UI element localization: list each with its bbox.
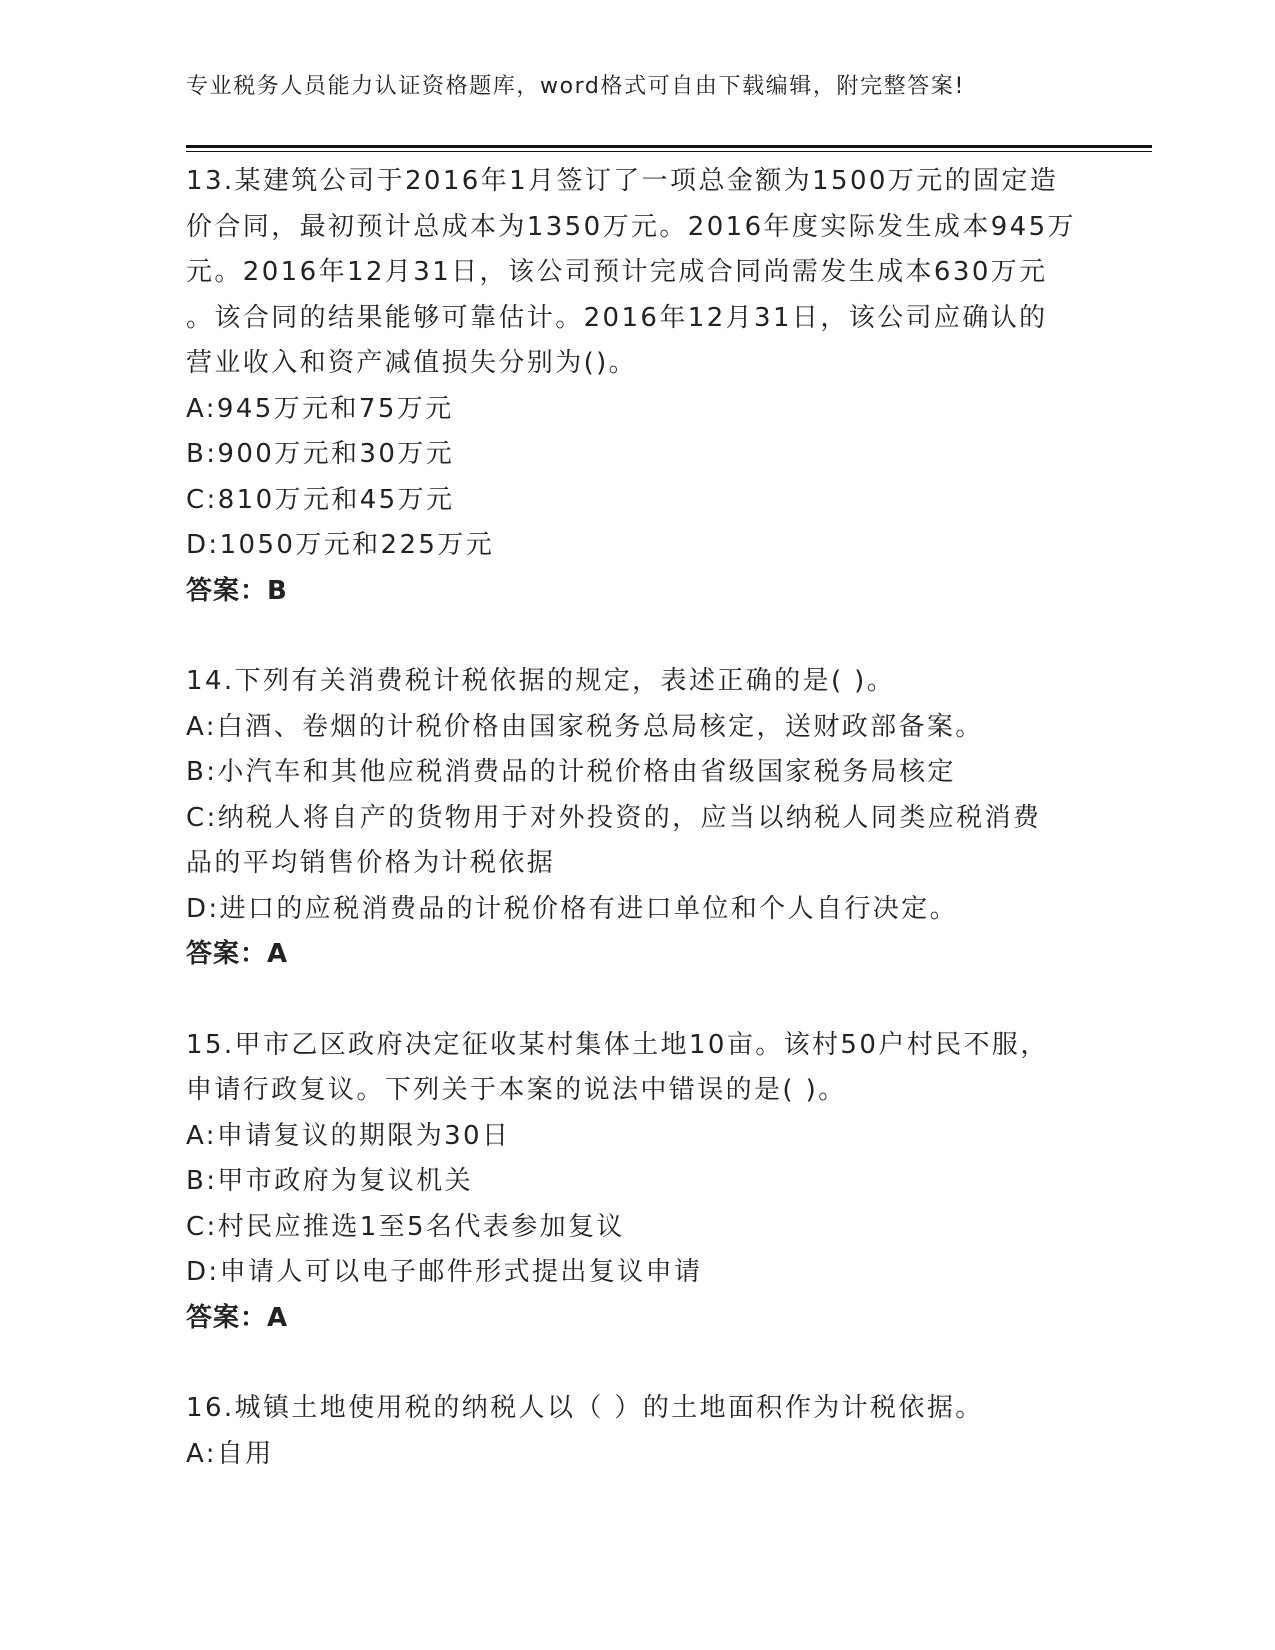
option-a: A:945万元和75万元 <box>186 393 454 424</box>
answer-line: 答案：B <box>186 575 288 606</box>
option-c-continued: 品的平均销售价格为计税依据 <box>186 848 556 878</box>
option-a: A:自用 <box>186 1438 274 1469</box>
page-header: 专业税务人员能力认证资格题库，word格式可自由下载编辑，附完整答案! <box>186 74 965 99</box>
header-rule-thin <box>186 151 1152 152</box>
question-stem-line: 营业收入和资产减值损失分别为()。 <box>186 348 638 378</box>
option-c: C:纳税人将自产的货物用于对外投资的，应当以纳税人同类应税消费 <box>186 802 1042 833</box>
question-stem-line: 申请行政复议。下列关于本案的说法中错误的是( )。 <box>186 1075 847 1105</box>
question-stem-line: 15.甲市乙区政府决定征收某村集体土地10亩。该村50户村民不服， <box>186 1029 1049 1060</box>
question-16 <box>186 1386 1086 1477</box>
option-b: B:900万元和30万元 <box>186 439 455 469</box>
answer-line: 答案：A <box>186 1302 289 1333</box>
question-list <box>186 159 1086 1477</box>
question-stem-line: 。该合同的结果能够可靠估计。2016年12月31日，该公司应确认的 <box>186 302 1048 333</box>
question-15 <box>186 1023 1086 1342</box>
option-c: C:810万元和45万元 <box>186 484 455 515</box>
option-b: B:甲市政府为复议机关 <box>186 1166 473 1196</box>
option-d: D:1050万元和225万元 <box>186 530 495 560</box>
answer-line: 答案：A <box>186 939 289 969</box>
option-d: D:进口的应税消费品的计税价格有进口单位和个人自行决定。 <box>186 893 958 924</box>
question-stem-line: 元。2016年12月31日，该公司预计完成合同尚需发生成本630万元 <box>186 257 1048 287</box>
option-a: A:申请复议的期限为30日 <box>186 1120 511 1151</box>
option-b: B:小汽车和其他应税消费品的计税价格由省级国家税务局核定 <box>186 757 956 787</box>
question-stem-line: 16.城镇土地使用税的纳税人以（ ）的土地面积作为计税依据。 <box>186 1393 984 1423</box>
question-13 <box>186 159 1086 614</box>
option-a: A:白酒、卷烟的计税价格由国家税务总局核定，送财政部备案。 <box>186 711 984 742</box>
header-rule-thick <box>186 145 1152 148</box>
option-d: D:申请人可以电子邮件形式提出复议申请 <box>186 1257 703 1287</box>
question-stem-line: 价合同，最初预计总成本为1350万元。2016年度实际发生成本945万 <box>186 211 1076 242</box>
question-14 <box>186 659 1086 978</box>
option-c: C:村民应推选1至5名代表参加复议 <box>186 1211 625 1242</box>
question-stem-line: 14.下列有关消费税计税依据的规定，表述正确的是( )。 <box>186 666 896 696</box>
question-stem-line: 13.某建筑公司于2016年1月签订了一项总金额为1500万元的固定造 <box>186 166 1059 196</box>
